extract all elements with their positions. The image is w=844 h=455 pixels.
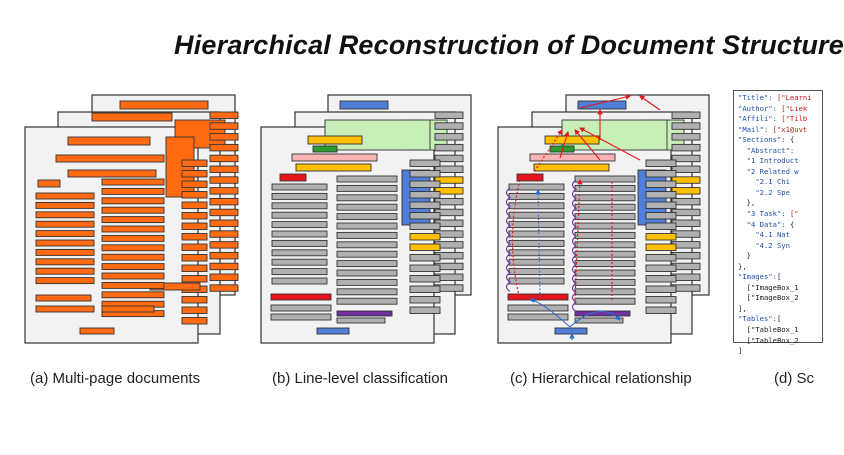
section-heading bbox=[38, 180, 60, 187]
left-col-line bbox=[272, 231, 327, 237]
mid-page-line bbox=[410, 234, 440, 241]
left-col-line bbox=[36, 231, 94, 237]
mid-page-line bbox=[646, 297, 676, 304]
mid-page-line bbox=[410, 171, 440, 178]
json-line bbox=[738, 188, 822, 199]
json-line bbox=[738, 304, 822, 315]
back-page-line bbox=[210, 188, 238, 195]
json-indent bbox=[738, 325, 747, 334]
json-value: ["Learni bbox=[776, 93, 812, 102]
back-page-line bbox=[210, 252, 238, 259]
json-value: ["Tilb bbox=[781, 114, 808, 124]
json-line bbox=[738, 336, 822, 347]
left-col-line bbox=[36, 278, 94, 284]
back-page-line bbox=[435, 112, 463, 119]
mid-page-line bbox=[646, 223, 676, 230]
right-col-line bbox=[575, 251, 635, 257]
mid-page-line bbox=[410, 286, 440, 293]
panel-multi-page bbox=[25, 95, 238, 343]
json-key: ] bbox=[738, 346, 743, 356]
footnote-line bbox=[508, 305, 568, 311]
json-key: "Tables": bbox=[738, 314, 777, 324]
back-page-line bbox=[210, 231, 238, 238]
right-col-line bbox=[102, 198, 164, 204]
right-col-line bbox=[337, 261, 397, 267]
json-value: [" bbox=[789, 209, 799, 219]
right-col-line bbox=[337, 279, 397, 285]
json-key: }, bbox=[738, 261, 747, 271]
mid-page-line bbox=[646, 255, 676, 262]
left-col-line bbox=[509, 250, 564, 256]
json-line bbox=[738, 198, 822, 209]
mid-page-line bbox=[646, 160, 676, 167]
mid-page-line bbox=[410, 265, 440, 272]
title-line bbox=[545, 136, 599, 144]
mid-page-line bbox=[182, 297, 207, 304]
json-line bbox=[738, 283, 822, 294]
json-key: "4.1 Nat bbox=[755, 230, 790, 240]
caption-a: (a) Multi-page documents bbox=[30, 370, 201, 387]
left-col-line bbox=[509, 212, 564, 218]
right-col-line bbox=[337, 214, 397, 220]
page-number bbox=[317, 328, 349, 334]
json-key: "4.2 Syn bbox=[755, 240, 790, 250]
json-indent bbox=[738, 293, 747, 302]
left-col-line bbox=[509, 231, 564, 237]
right-col-line bbox=[337, 232, 397, 238]
mid-page-line bbox=[410, 160, 440, 167]
right-col-line bbox=[337, 270, 397, 276]
json-key: "Images": bbox=[738, 272, 777, 282]
right-col-line bbox=[337, 195, 397, 201]
mid-page-line bbox=[182, 223, 207, 230]
json-key: "2 Related w bbox=[746, 166, 799, 176]
json-indent bbox=[738, 336, 747, 345]
left-col-line bbox=[36, 221, 94, 227]
mid-page-line bbox=[182, 213, 207, 220]
mid-page-line bbox=[646, 192, 676, 199]
back-page-line bbox=[210, 166, 238, 173]
back-page-line bbox=[210, 123, 238, 130]
back-title-line bbox=[340, 101, 388, 109]
back-page-line bbox=[210, 112, 238, 119]
right-col-line bbox=[575, 298, 635, 304]
back-page-line bbox=[210, 285, 238, 292]
right-col-line bbox=[102, 245, 164, 251]
right-col-line bbox=[337, 176, 397, 182]
json-line bbox=[738, 156, 822, 167]
right-col-line bbox=[575, 204, 635, 210]
footnote-heading bbox=[508, 294, 568, 300]
json-value: [ bbox=[776, 272, 782, 282]
author-line bbox=[292, 154, 377, 161]
back-page-line bbox=[210, 198, 238, 205]
right-col-line bbox=[102, 188, 164, 194]
left-col-line bbox=[272, 184, 327, 190]
json-key: "Author": bbox=[738, 103, 782, 113]
mid-page-line bbox=[646, 213, 676, 220]
back-page-line bbox=[210, 144, 238, 151]
mid-page-line bbox=[646, 265, 676, 272]
mid-page-line bbox=[182, 255, 207, 262]
json-key: ["ImageBox_2 bbox=[746, 293, 799, 303]
left-col-line bbox=[509, 259, 564, 265]
left-col-line bbox=[509, 184, 564, 190]
left-col-line bbox=[272, 212, 327, 218]
left-col-line bbox=[272, 278, 327, 284]
title-line bbox=[68, 137, 150, 145]
left-col-line bbox=[509, 193, 564, 199]
mid-page-line bbox=[182, 181, 207, 188]
json-indent bbox=[738, 209, 747, 218]
json-line bbox=[738, 177, 822, 188]
right-col-line bbox=[102, 282, 164, 288]
json-value: { bbox=[789, 219, 795, 229]
mid-page-line bbox=[646, 181, 676, 188]
right-col-line bbox=[102, 226, 164, 232]
back-page-line bbox=[435, 144, 463, 151]
json-key: "2.1 Chi bbox=[755, 177, 790, 187]
right-col-line bbox=[575, 223, 635, 229]
mid-page-line bbox=[182, 160, 207, 167]
mid-page-line bbox=[182, 192, 207, 199]
mid-page-line bbox=[646, 171, 676, 178]
right-col-line bbox=[337, 251, 397, 257]
right-col-line bbox=[575, 289, 635, 295]
right-col-line bbox=[337, 185, 397, 191]
json-indent bbox=[738, 156, 747, 165]
affil-line bbox=[296, 164, 371, 171]
back-page-line bbox=[210, 242, 238, 249]
left-col-line bbox=[36, 240, 94, 246]
back-page-line bbox=[435, 123, 463, 130]
json-value: ["x1@uvt bbox=[772, 124, 808, 134]
json-indent bbox=[738, 198, 747, 207]
right-col-line bbox=[102, 207, 164, 213]
right-col-line bbox=[102, 264, 164, 270]
footnote-line bbox=[36, 295, 91, 301]
json-line bbox=[738, 293, 822, 304]
json-key: "2.2 Spe bbox=[755, 187, 790, 197]
mid-page-line bbox=[182, 244, 207, 251]
mid-page-line bbox=[646, 244, 676, 251]
left-col-line bbox=[272, 240, 327, 246]
mid-page-line bbox=[646, 234, 676, 241]
json-indent bbox=[738, 177, 755, 186]
right-col-line bbox=[102, 292, 164, 298]
json-key: "4 Data": bbox=[746, 219, 790, 229]
left-col-line bbox=[509, 269, 564, 275]
back-page-line bbox=[672, 123, 700, 130]
json-value: { bbox=[789, 135, 795, 145]
json-line bbox=[738, 114, 822, 125]
json-line bbox=[738, 125, 822, 136]
json-key: "Sections": bbox=[738, 135, 790, 145]
mid-page-line bbox=[646, 286, 676, 293]
page-number bbox=[80, 328, 114, 334]
left-col-line bbox=[509, 203, 564, 209]
mid-page-line bbox=[410, 255, 440, 262]
json-structure-panel bbox=[733, 90, 823, 356]
left-col-line bbox=[272, 222, 327, 228]
mid-page-line bbox=[410, 276, 440, 283]
page-number bbox=[555, 328, 587, 334]
json-line bbox=[738, 104, 822, 115]
json-key: ["TableBox_2 bbox=[746, 335, 799, 345]
left-col-line bbox=[272, 203, 327, 209]
mid-page-line bbox=[182, 234, 207, 241]
figure-title: Hierarchical Reconstruction of Document Structure bbox=[174, 30, 844, 60]
right-col-line bbox=[575, 195, 635, 201]
json-indent bbox=[738, 220, 747, 229]
left-col-line bbox=[36, 193, 94, 199]
footnote-line bbox=[36, 306, 94, 312]
json-line bbox=[738, 262, 822, 273]
back-page-line bbox=[210, 177, 238, 184]
footnote-line bbox=[575, 318, 623, 323]
mid-page-line bbox=[646, 202, 676, 209]
right-col-line bbox=[102, 273, 164, 279]
left-col-line bbox=[509, 222, 564, 228]
mid-page-line bbox=[410, 223, 440, 230]
json-key: "Title": bbox=[738, 93, 777, 102]
right-col-line bbox=[337, 223, 397, 229]
mid-page-line bbox=[410, 297, 440, 304]
json-indent bbox=[738, 251, 747, 260]
mid-page-line bbox=[410, 307, 440, 314]
back-page-line bbox=[210, 274, 238, 281]
json-value: [ bbox=[776, 314, 782, 324]
json-line bbox=[738, 251, 822, 262]
json-indent bbox=[738, 188, 755, 197]
left-col-line bbox=[509, 278, 564, 284]
json-key: } bbox=[746, 251, 751, 261]
title-line-2 bbox=[313, 146, 337, 152]
mid-page-line bbox=[182, 276, 207, 283]
author-line bbox=[530, 154, 615, 161]
json-indent bbox=[738, 146, 747, 155]
json-line bbox=[738, 314, 822, 325]
title-line bbox=[308, 136, 362, 144]
mid-image bbox=[562, 120, 667, 150]
back-page-line bbox=[672, 134, 700, 141]
footnote-line bbox=[102, 306, 154, 312]
json-line bbox=[738, 230, 822, 241]
section-heading bbox=[280, 174, 306, 181]
mid-page-line bbox=[182, 265, 207, 272]
back-page-line bbox=[210, 263, 238, 270]
json-key: }, bbox=[746, 198, 756, 208]
json-line bbox=[738, 167, 822, 178]
left-col-line bbox=[272, 193, 327, 199]
back-page-line bbox=[672, 144, 700, 151]
left-col-line bbox=[36, 212, 94, 218]
mid-page-line bbox=[182, 318, 207, 325]
left-col-line bbox=[36, 202, 94, 208]
back-header-line bbox=[120, 101, 208, 109]
caption-d: (d) Sc bbox=[774, 370, 815, 387]
right-col-line bbox=[337, 289, 397, 295]
right-col-line bbox=[575, 279, 635, 285]
left-col-line bbox=[509, 240, 564, 246]
json-line bbox=[738, 241, 822, 252]
json-indent bbox=[738, 230, 755, 239]
json-key: ["TableBox_1 bbox=[746, 325, 799, 335]
mid-page-line bbox=[646, 307, 676, 314]
mid-page-line bbox=[410, 244, 440, 251]
back-page-line bbox=[210, 220, 238, 227]
panel-line-classification bbox=[261, 95, 471, 343]
mid-image-block bbox=[166, 137, 194, 197]
right-col-line bbox=[102, 235, 164, 241]
left-col-line bbox=[36, 249, 94, 255]
back-page-line bbox=[435, 134, 463, 141]
json-key: ["ImageBox_1 bbox=[746, 282, 799, 292]
json-line bbox=[738, 146, 822, 157]
json-line bbox=[738, 325, 822, 336]
footnote-heading bbox=[271, 294, 331, 300]
right-col-line bbox=[575, 270, 635, 276]
json-key: ], bbox=[738, 303, 747, 313]
json-value: ["Liek bbox=[781, 103, 808, 113]
footnote-line-purple bbox=[337, 311, 392, 316]
json-code bbox=[738, 93, 822, 357]
mid-page-line bbox=[646, 276, 676, 283]
json-indent bbox=[738, 167, 747, 176]
mid-page-line bbox=[410, 181, 440, 188]
json-key: "Mail": bbox=[738, 124, 773, 134]
right-col-line bbox=[575, 232, 635, 238]
caption-b: (b) Line-level classification bbox=[272, 370, 448, 387]
json-key: "3 Task": bbox=[746, 209, 790, 219]
right-col-line bbox=[575, 185, 635, 191]
left-col-line bbox=[272, 259, 327, 265]
json-line bbox=[738, 346, 822, 357]
json-indent bbox=[738, 241, 755, 250]
affil-line bbox=[68, 170, 156, 177]
back-page-line bbox=[672, 112, 700, 119]
back-page-line bbox=[210, 134, 238, 141]
right-col-line bbox=[337, 242, 397, 248]
right-col-line bbox=[102, 179, 164, 185]
right-col-line bbox=[102, 254, 164, 260]
json-line bbox=[738, 93, 822, 104]
right-col-line bbox=[575, 176, 635, 182]
back-page-line bbox=[210, 209, 238, 216]
left-col-line bbox=[272, 250, 327, 256]
json-line bbox=[738, 209, 822, 220]
mid-page-line bbox=[182, 202, 207, 209]
mid-page-line bbox=[410, 213, 440, 220]
right-col-line bbox=[337, 204, 397, 210]
panel-hierarchical-relationship bbox=[498, 95, 709, 343]
json-key: "Abstract": bbox=[746, 145, 795, 155]
right-col-line bbox=[575, 261, 635, 267]
json-key: "Affili": bbox=[738, 114, 782, 124]
mid-image bbox=[325, 120, 430, 150]
right-col-line bbox=[575, 242, 635, 248]
mid-page-line bbox=[410, 202, 440, 209]
caption-c: (c) Hierarchical relationship bbox=[510, 370, 692, 387]
json-indent bbox=[738, 283, 747, 292]
right-col-line bbox=[575, 214, 635, 220]
mid-page-line bbox=[182, 171, 207, 178]
footnote-line bbox=[337, 318, 385, 323]
right-col-line bbox=[102, 217, 164, 223]
mid-header-line bbox=[92, 113, 172, 121]
author-line bbox=[56, 155, 164, 162]
footnote-line bbox=[271, 314, 331, 320]
json-line bbox=[738, 220, 822, 231]
back-page-line bbox=[210, 155, 238, 162]
left-col-line bbox=[272, 269, 327, 275]
mid-page-line bbox=[182, 307, 207, 314]
footnote-line bbox=[271, 305, 331, 311]
right-col-line bbox=[337, 298, 397, 304]
json-line bbox=[738, 272, 822, 283]
left-col-line bbox=[36, 268, 94, 274]
affil-line bbox=[534, 164, 609, 171]
json-line bbox=[738, 135, 822, 146]
json-key: "1 Introduct bbox=[746, 156, 799, 166]
mid-page-line bbox=[410, 192, 440, 199]
left-col-line bbox=[36, 259, 94, 265]
